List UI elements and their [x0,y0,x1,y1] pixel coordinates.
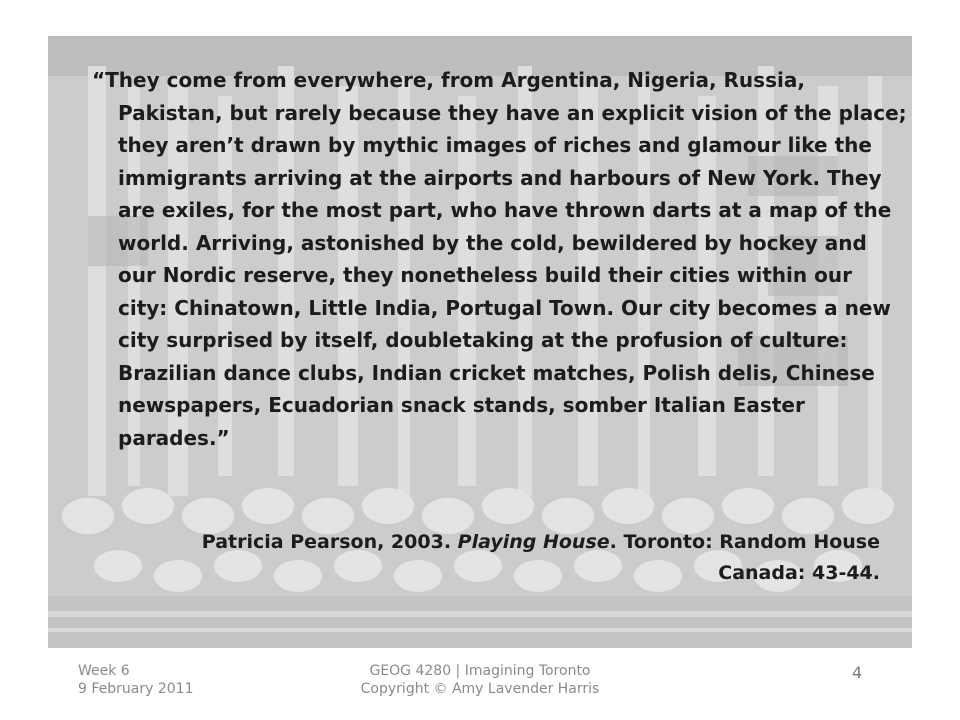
footer-course-block [330,662,630,698]
citation-suffix: . Toronto: Random House Canada: 43-44. [609,531,880,584]
footer-copyright: Copyright © Amy Lavender Harris [360,681,600,697]
citation [150,527,880,589]
footer-course: GEOG 4280 | Imagining Toronto [369,663,591,679]
citation-prefix: Patricia Pearson, 2003. [201,531,458,553]
footer-week: Week 6 [78,663,130,679]
slide-number: 4 [852,663,863,682]
footer-date: 9 February 2011 [78,681,194,697]
quote-text: “They come from everywhere, from Argentina, Nigeria, Russia, Pakistan, but rarely because they have an explicit vision of the place; they aren’t drawn by mythic images of riches and glamour like the immigrants arriving at the airports and harbours of New York. They are exiles, for the most part, who have thrown darts at a map of the world. Arriving, astonished by the cold, bewildered by hockey and our Nordic reserve, they nonetheless build their cities within our city: Chinatown, Little India, Portugal Town. Our city becomes a new city surprised by itself, doubletaking at the profusion of culture: Brazilian dance clubs, Indian cricket matches, Polish delis, Chinese newspapers, Ecuadorian snack stands, somber Italian Easter parades.” [92,68,907,450]
citation-title: Playing House [457,531,610,553]
footer-date-block [78,662,193,698]
